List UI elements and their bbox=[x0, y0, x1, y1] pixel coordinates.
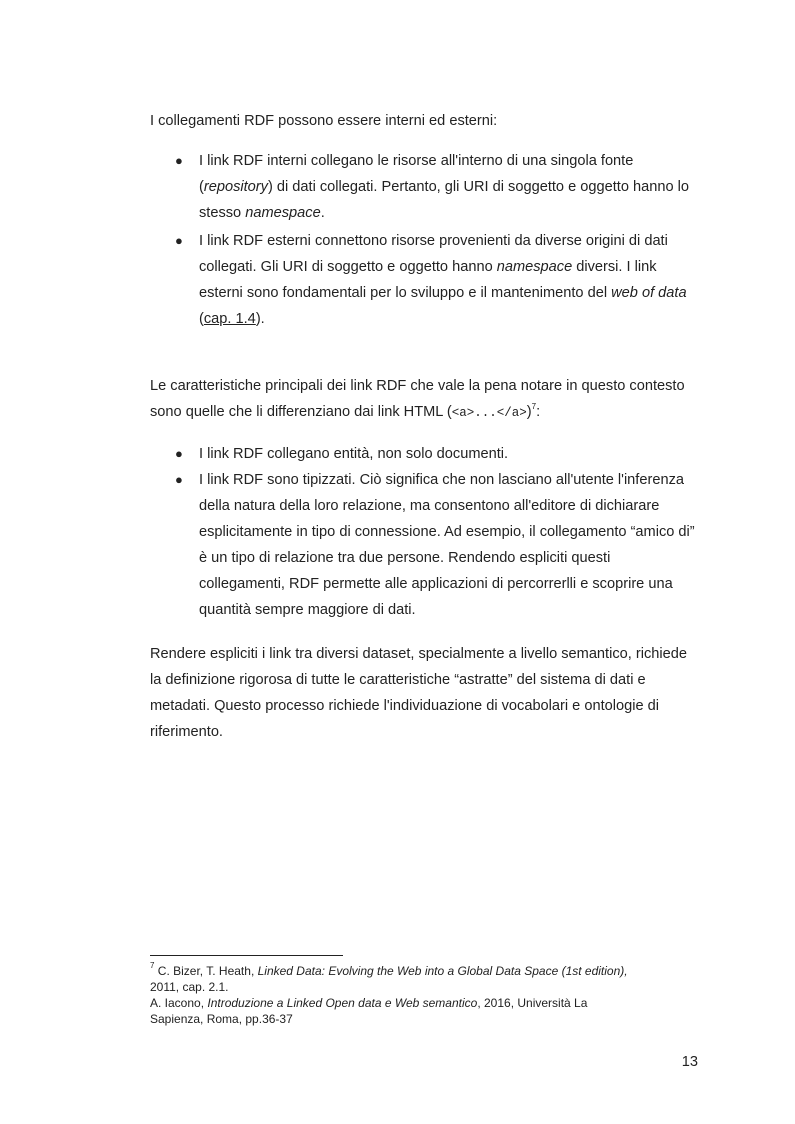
list-item bbox=[199, 148, 699, 226]
text-line: riferimento. bbox=[150, 724, 223, 740]
text-line: esplicitamente in tipo di connessione. Ad esempio, il collegamento “amico di” bbox=[199, 524, 695, 540]
text-line: quantità sempre maggiore di dati. bbox=[199, 602, 416, 618]
footnote-number: 7 bbox=[150, 961, 155, 970]
bullet-icon: ● bbox=[175, 233, 183, 248]
bullet-icon: ● bbox=[175, 446, 183, 461]
text-line: Rendere espliciti i link tra diversi dataset, specialmente a livello semantico, richiede bbox=[150, 646, 687, 662]
text-line: la definizione rigorosa di tutte le caratteristiche “astratte” del sistema di dati e bbox=[150, 672, 646, 688]
text-line: I link RDF esterni connettono risorse provenienti da diverse origini di dati bbox=[199, 233, 668, 249]
text-line: $^7$ C. Bizer, T. Heath, Linked Data: Evolving the Web into a Global Data Space (1st edition), bbox=[150, 961, 628, 978]
intro-paragraph: I collegamenti RDF possono essere interni ed esterni: bbox=[150, 113, 498, 129]
text-line: 2011, cap. 2.1. bbox=[150, 980, 229, 994]
text-line: collegati. Gli URI di soggetto e oggetto hanno namespace diversi. I link bbox=[199, 259, 657, 275]
features-paragraph bbox=[150, 373, 700, 426]
conclusion-paragraph bbox=[150, 641, 700, 745]
text-line: stesso namespace. bbox=[199, 205, 325, 221]
text-line: (cap. 1.4). bbox=[199, 311, 265, 327]
footnote-separator bbox=[150, 955, 343, 956]
bullet-icon: ● bbox=[175, 472, 183, 487]
text-line: metadati. Questo processo richiede l'individuazione di vocabolari e ontologie di bbox=[150, 698, 660, 714]
list-item bbox=[199, 228, 699, 332]
text-line: I link RDF collegano entità, non solo documenti. bbox=[199, 446, 509, 462]
text-line: A. Iacono, Introduzione a Linked Open data e Web semantico, 2016, Università La bbox=[150, 996, 588, 1010]
footnote bbox=[150, 963, 700, 1027]
chapter-link[interactable]: cap. 1.4 bbox=[203, 311, 256, 327]
bullet-icon: ● bbox=[175, 153, 183, 168]
text-line: I link RDF sono tipizzati. Ciò significa che non lasciano all'utente l'inferenza bbox=[199, 472, 684, 488]
page-number: 13 bbox=[681, 1054, 698, 1070]
text-line: Sapienza, Roma, pp.36-37 bbox=[150, 1012, 293, 1026]
text-line: (repository) di dati collegati. Pertanto, gli URI di soggetto e oggetto hanno lo bbox=[199, 179, 690, 195]
text-line: sono quelle che li differenziano dai link HTML (<a>...</a>)$^7$: bbox=[150, 402, 541, 420]
footnote-reference[interactable]: 7 bbox=[531, 402, 537, 411]
list-item bbox=[199, 467, 699, 623]
text-line: è un tipo di relazione tra due persone. Rendendo espliciti questi bbox=[199, 550, 611, 566]
text-line: Le caratteristiche principali dei link RDF che vale la pena notare in questo contesto bbox=[150, 378, 685, 394]
list-item bbox=[199, 441, 699, 467]
text-line: esterni sono fondamentali per lo sviluppo e il mantenimento del web of data bbox=[199, 285, 687, 301]
text-line: della natura della loro relazione, ma consentono all'editore di dichiarare bbox=[199, 498, 660, 514]
text-line: I link RDF interni collegano le risorse all'interno di una singola fonte bbox=[199, 153, 634, 169]
text-line: collegamenti, RDF permette alle applicazioni di percorrerlli e scoprire una bbox=[199, 576, 673, 592]
